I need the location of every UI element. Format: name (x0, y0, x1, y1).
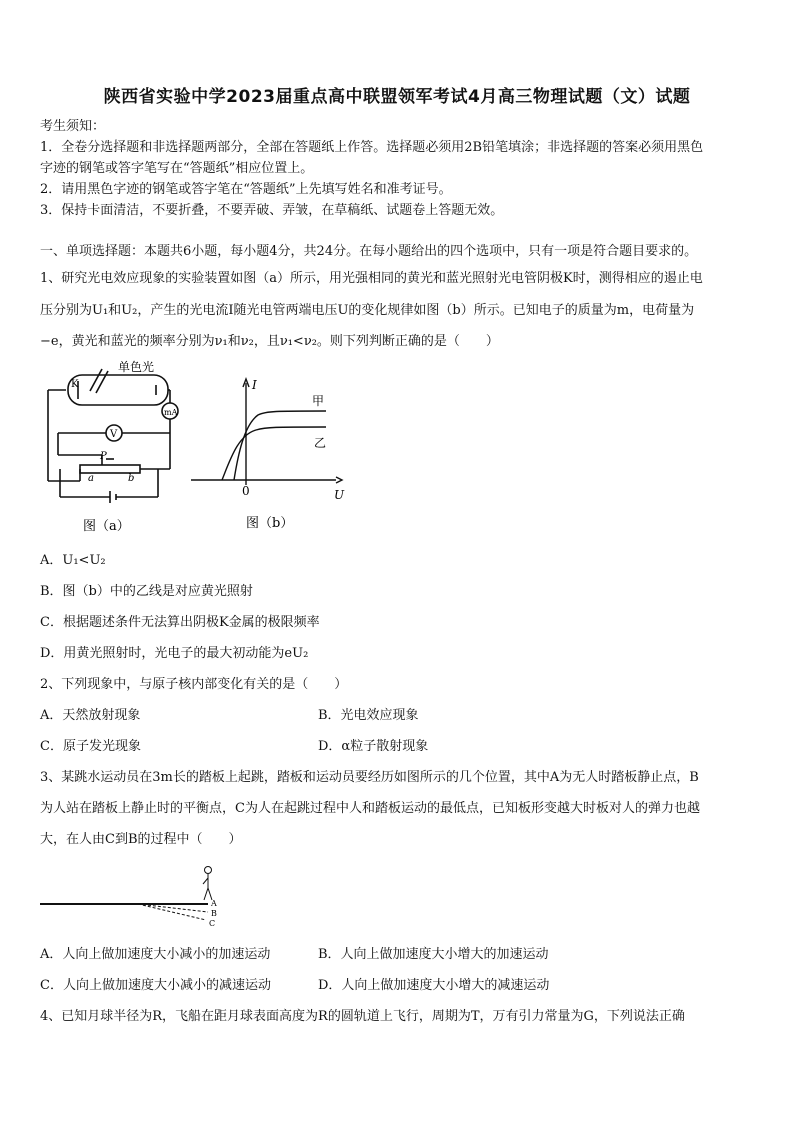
question-1-option: C．根据题述条件无法算出阴极K金属的极限频率 (40, 615, 320, 630)
point-b-label: B (211, 909, 217, 918)
x-axis-label: U (334, 488, 345, 502)
notice-item: 3．保持卡面清洁，不要折叠，不要弄破、弄皱，在草稿纸、试题卷上答题无效。 (40, 203, 504, 218)
origin-label: 0 (242, 484, 250, 498)
rheostat-a-label: a (88, 473, 94, 484)
question-1-line: 压分别为U₁和U₂，产生的光电流I随光电管两端电压U的变化规律如图（b）所示。已知电子的质量为m，电荷量为 (40, 303, 695, 318)
section-heading: 一、单项选择题：本题共6小题，每小题4分，共24分。在每小题给出的四个选项中，只有一项是符合题目要求的。 (40, 244, 698, 259)
question-1-line: −e，黄光和蓝光的频率分别为ν₁和ν₂，且ν₁<ν₂。则下列判断正确的是（ ） (40, 334, 499, 349)
question-3-line: 大，在人由C到B的过程中（ ） (40, 832, 242, 847)
slider-p-label: P (100, 451, 107, 462)
question-3-line: 3、某跳水运动员在3m长的踏板上起跳，踏板和运动员要经历如图所示的几个位置，其中A为无人时踏板静止点，B (40, 770, 699, 785)
figure-b-caption: 图（b） (246, 516, 294, 531)
question-3-option: C．人向上做加速度大小减小的减速运动 (40, 978, 271, 993)
notice-item: 1．全卷分选择题和非选择题两部分，全部在答题纸上作答。选择题必须用2B铅笔填涂；非选择题的答案必须用黑色 (40, 140, 704, 155)
question-1-option: B．图（b）中的乙线是对应黄光照射 (40, 584, 253, 599)
y-axis-label: I (252, 378, 257, 392)
figure-a-circuit (38, 355, 188, 540)
question-3-option: A．人向上做加速度大小减小的加速运动 (40, 947, 271, 962)
light-label: 单色光 (118, 360, 155, 374)
question-1-option: D．用黄光照射时，光电子的最大初动能为eU₂ (40, 646, 309, 661)
page-title: 陕西省实验中学2023届重点高中联盟领军考试4月高三物理试题（文）试题 (103, 87, 691, 107)
question-3-option: B．人向上做加速度大小增大的加速运动 (318, 947, 549, 962)
question-2-option: A．天然放射现象 (40, 708, 141, 723)
question-2-option: C．原子发光现象 (40, 739, 141, 754)
question-1-option: A．U₁<U₂ (40, 553, 106, 568)
question-2-option: B．光电效应现象 (318, 708, 419, 723)
point-c-label: C (209, 919, 216, 928)
springboard-figure (38, 860, 238, 935)
point-a-label: A (211, 899, 217, 908)
cathode-label: K (71, 379, 79, 390)
ammeter-label: mA (164, 408, 178, 417)
curve-jia-label: 甲 (312, 394, 325, 408)
rheostat-b-label: b (128, 473, 135, 484)
voltmeter-label: V (110, 429, 118, 440)
question-3-line: 为人站在踏板上静止时的平衡点，C为人在起跳过程中人和踏板运动的最低点，已知板形变越大时板对人的弹力也越 (40, 801, 700, 816)
notice-item: 字迹的钢笔或答字笔写在“答题纸”相应位置上。 (40, 161, 314, 176)
question-4-stem: 4、已知月球半径为R，飞船在距月球表面高度为R的圆轨道上飞行，周期为T，万有引力常量为G，下列说法正确 (40, 1009, 685, 1024)
question-1-line: 1、研究光电效应现象的实验装置如图（a）所示，用光强相同的黄光和蓝光照射光电管阴极K时，测得相应的遏止电 (40, 271, 703, 286)
notice-item: 2．请用黑色字迹的钢笔或答字笔在“答题纸”上先填写姓名和准考证号。 (40, 182, 452, 197)
question-3-option: D．人向上做加速度大小增大的减速运动 (318, 978, 550, 993)
figure-a-caption: 图（a） (83, 519, 130, 534)
curve-yi-label: 乙 (314, 436, 327, 450)
notice-heading: 考生须知： (40, 119, 106, 134)
question-2-option: D．α粒子散射现象 (318, 739, 429, 754)
question-2-stem: 2、下列现象中，与原子核内部变化有关的是（ ） (40, 677, 348, 692)
figure-b-graph (186, 375, 346, 540)
